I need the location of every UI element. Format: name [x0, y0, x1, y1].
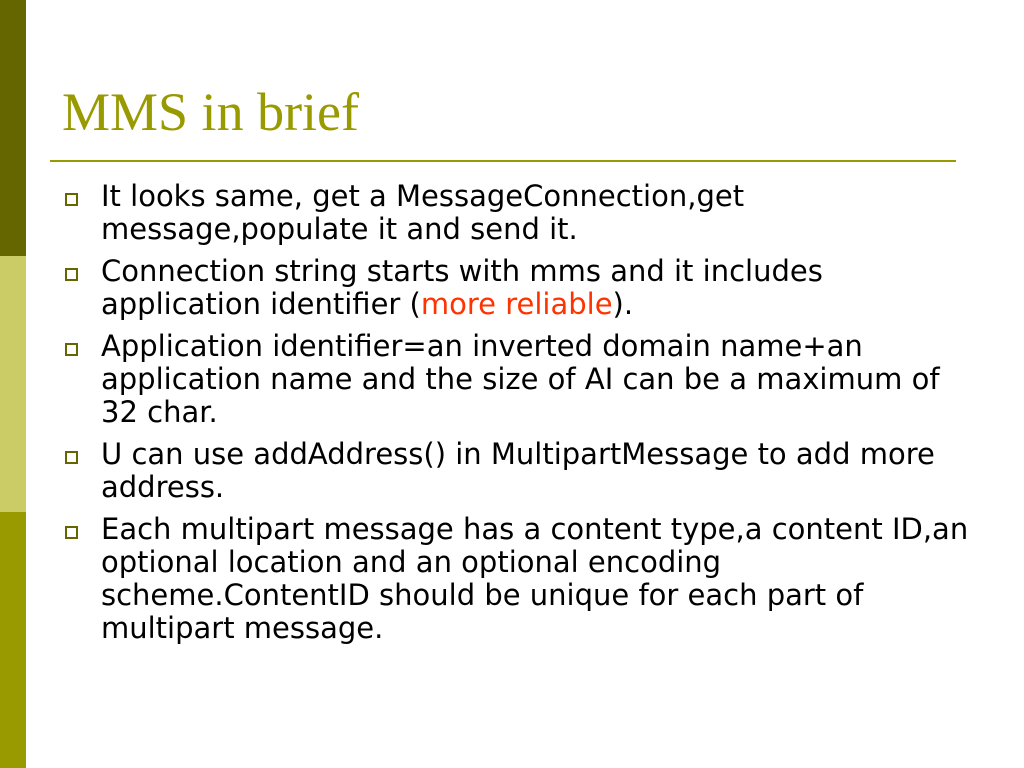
hollow-square-icon [65, 193, 78, 206]
hollow-square-icon [65, 268, 78, 281]
bullet-text-before: Connection string starts with mms and it includes application identifier ( [101, 254, 823, 321]
hollow-square-icon [65, 343, 78, 356]
decorative-bar-middle [0, 256, 26, 512]
decorative-bar-bottom [0, 512, 26, 768]
bullet-list [62, 180, 972, 654]
bullet-text: Application identifier=an inverted domain name+an application name and the size of AI can be a maximum of 32 char. [101, 329, 940, 429]
hollow-square-icon [65, 451, 78, 464]
decorative-bar-top [0, 0, 26, 256]
bullet-item [62, 438, 972, 504]
bullet-item [62, 513, 972, 645]
bullet-text: Each multipart message has a content type,a content ID,an optional location and an optional encoding scheme.ContentID should be unique for each part of multipart message. [101, 512, 969, 645]
bullet-item [62, 330, 972, 429]
hollow-square-icon [65, 526, 78, 539]
title-divider [50, 160, 956, 162]
slide-title: MMS in brief [62, 82, 359, 142]
bullet-text-after: ). [612, 287, 634, 321]
bullet-item [62, 180, 972, 246]
bullet-text: U can use addAddress() in MultipartMessage to add more address. [101, 437, 935, 504]
bullet-item [62, 255, 972, 321]
bullet-text: It looks same, get a MessageConnection,get message,populate it and send it. [101, 179, 745, 246]
highlighted-text: more reliable [420, 287, 613, 321]
